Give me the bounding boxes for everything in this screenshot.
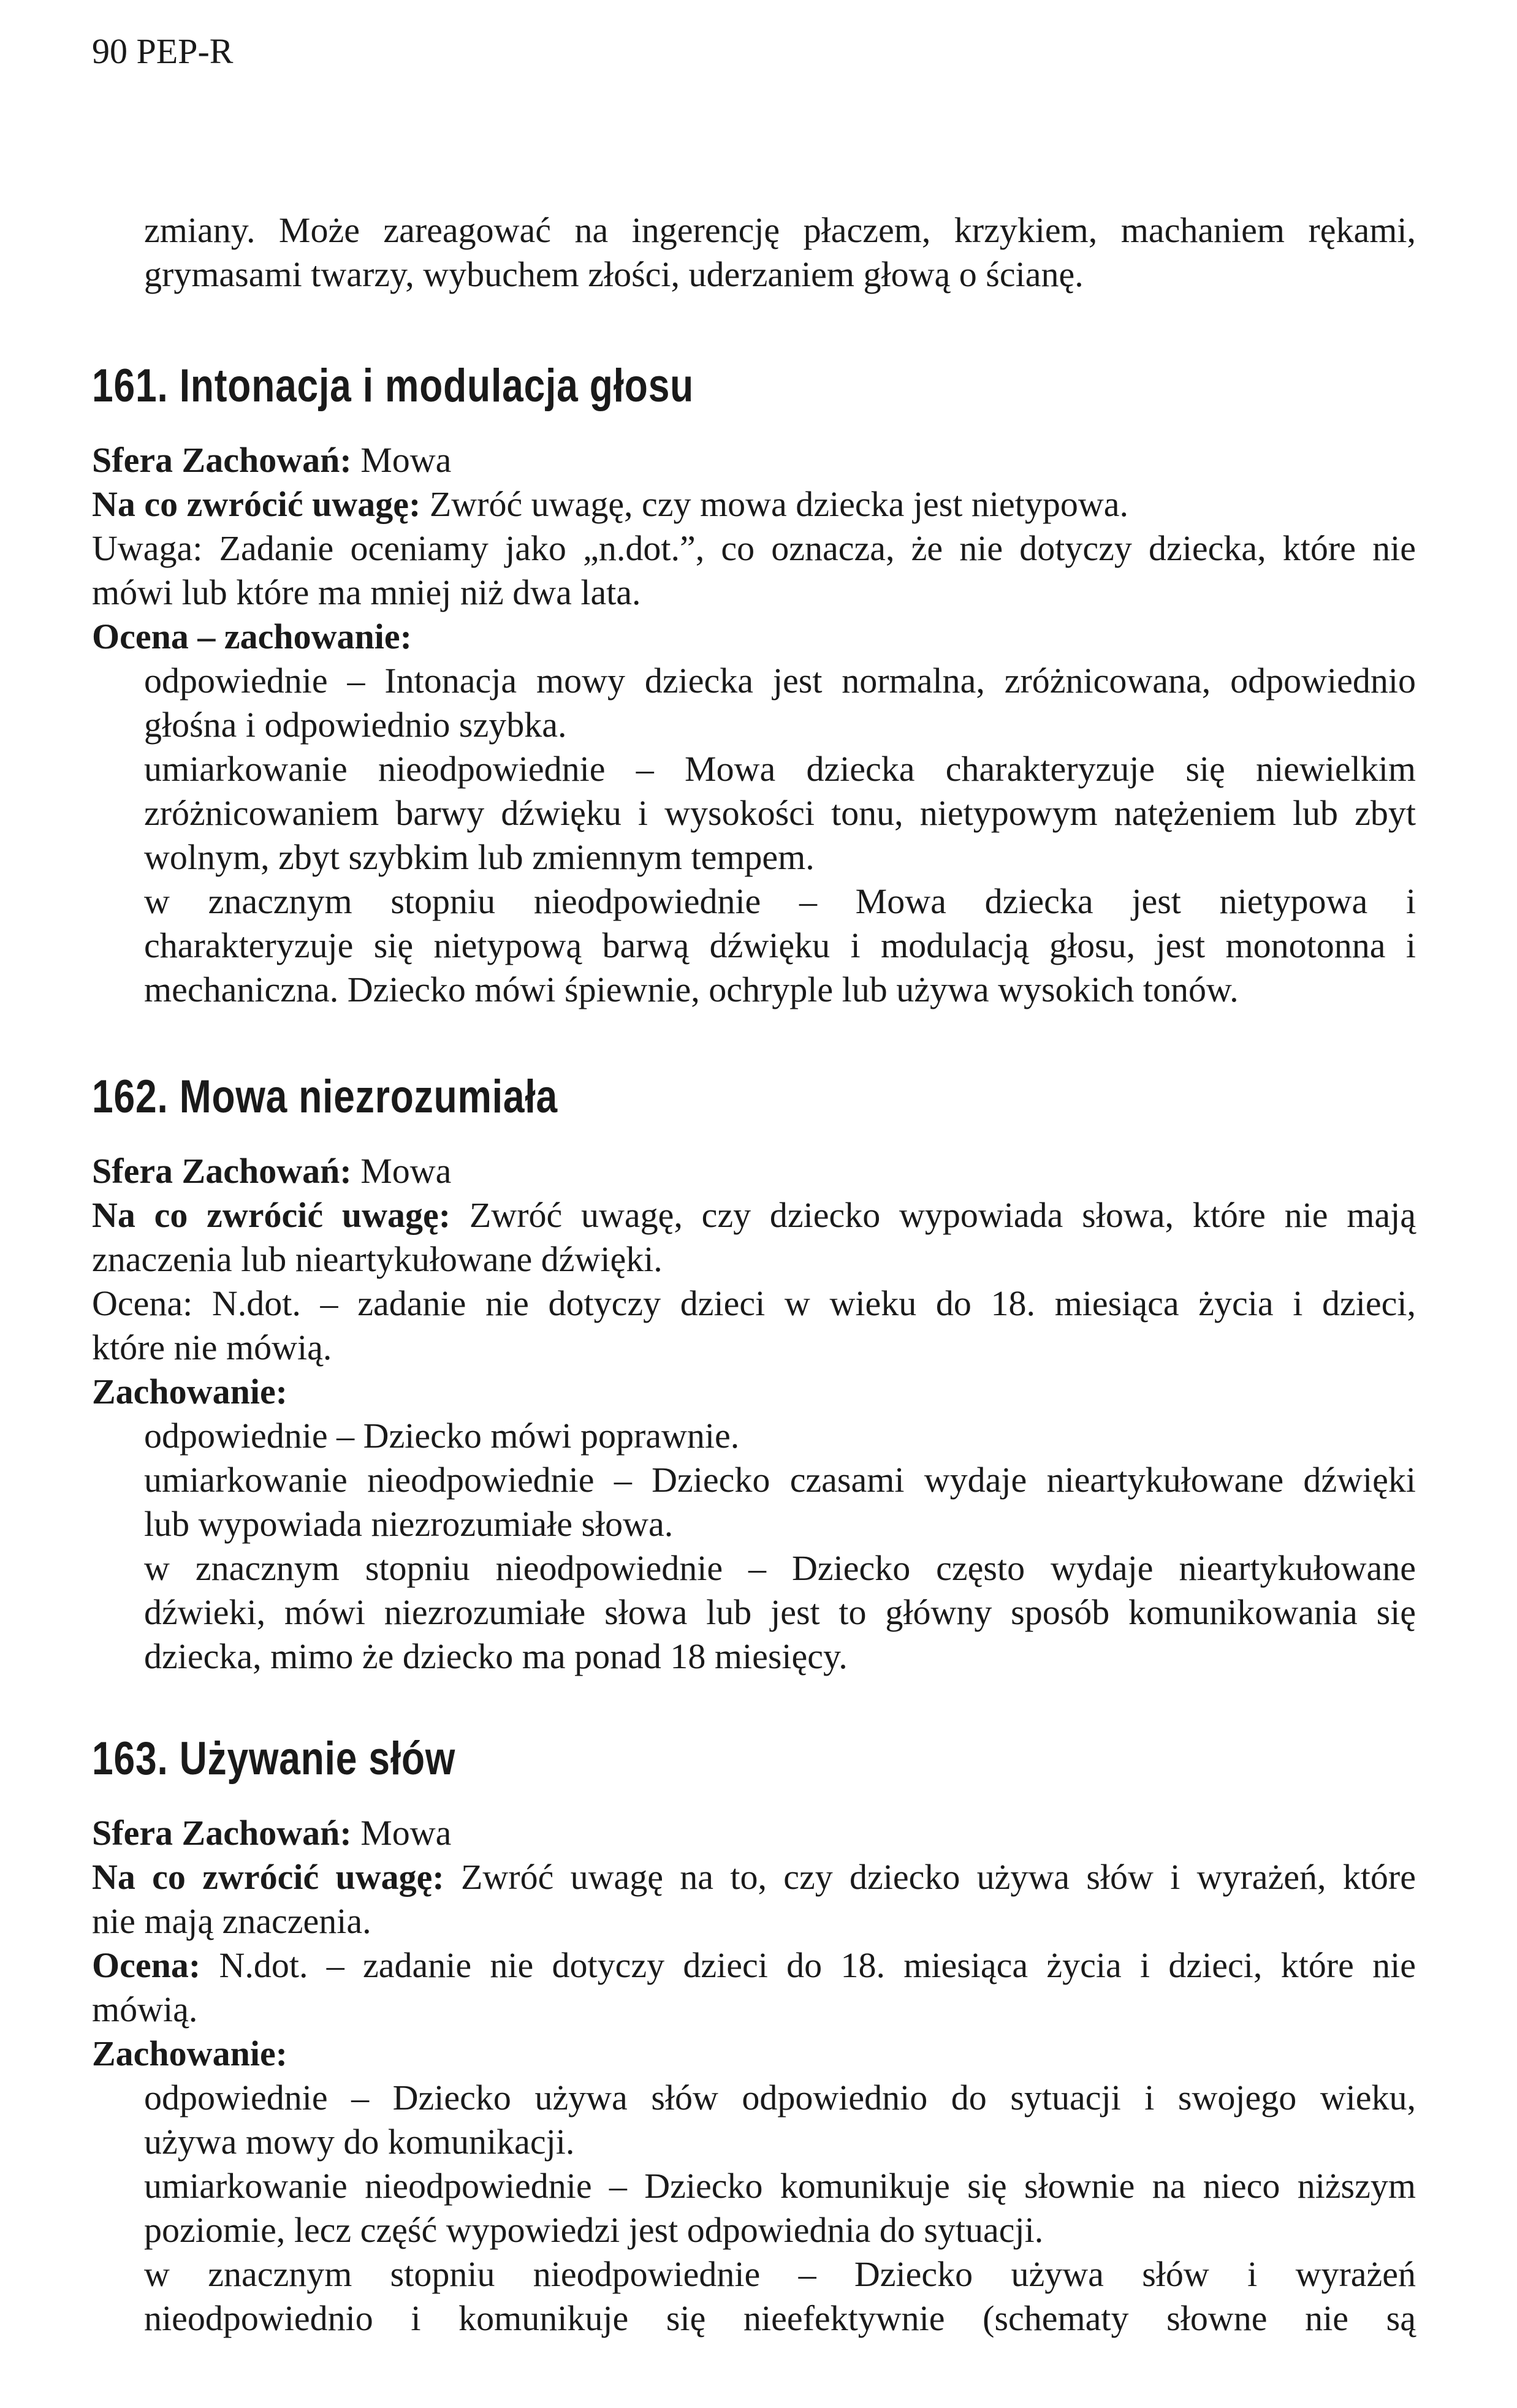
item-line: głośna i odpowiednio szybka. (144, 705, 567, 745)
sfera-label: Sfera Zachowań: (92, 440, 352, 480)
item-line: nieodpowiednio i komunikuje się nieefektywnie (schematy słowne nie są (144, 2298, 1416, 2338)
uwaga-label: Na co zwrócić uwagę: (92, 1857, 444, 1897)
sfera-label: Sfera Zachowań: (92, 1813, 352, 1853)
uwaga-value: Zwróć uwagę na to, czy dziecko używa słów i wyrażeń, które (444, 1857, 1416, 1897)
ocena-line: które nie mówią. (92, 1327, 332, 1367)
uwaga-label: Na co zwrócić uwagę: (92, 1195, 451, 1235)
section-162 (92, 1069, 1416, 1679)
ocena-label: Ocena – zachowanie: (92, 617, 412, 656)
item-line: wolnym, zbyt szybkim lub zmiennym tempem. (144, 837, 815, 877)
text-line: zmiany. Może zareagować na ingerencję płaczem, krzykiem, machaniem rękami, (144, 210, 1416, 250)
note-line: Uwaga: Zadanie oceniamy jako „n.dot.”, co oznacza, że nie dotyczy dziecka, które nie (92, 528, 1416, 568)
item-line: w znacznym stopniu nieodpowiednie – Dziecko często wydaje nieartykułowane (144, 1548, 1416, 1588)
item-line: lub wypowiada niezrozumiałe słowa. (144, 1504, 674, 1544)
uwaga-value: Zwróć uwagę, czy mowa dziecka jest nietypowa. (420, 484, 1129, 524)
ocena-label: Ocena: (92, 1945, 201, 1985)
item-line: w znacznym stopniu nieodpowiednie – Dziecko używa słów i wyrażeń (144, 2254, 1416, 2294)
ocena-value: N.dot. – zadanie nie dotyczy dzieci do 18. miesiąca życia i dzieci, które nie (200, 1945, 1416, 1985)
text-line: grymasami twarzy, wybuchem złości, uderzaniem głową o ścianę. (144, 254, 1084, 294)
section-title: 162. Mowa niezrozumiała (92, 1071, 558, 1123)
zach-label: Zachowanie: (92, 2034, 287, 2073)
item-line: dźwieki, mówi niezrozumiałe słowa lub jest to główny sposób komunikowania się (144, 1592, 1416, 1632)
sfera-value: Mowa (351, 440, 452, 480)
item-line: odpowiednie – Dziecko używa słów odpowiednio do sytuacji i swojego wieku, (144, 2078, 1416, 2117)
item-line: charakteryzuje się nietypową barwą dźwięku i modulacją głosu, jest monotonna i (144, 925, 1416, 965)
uwaga-label: Na co zwrócić uwagę: (92, 484, 421, 524)
page-header (92, 31, 233, 72)
sfera-label: Sfera Zachowań: (92, 1151, 352, 1191)
item-line: umiarkowanie nieodpowiednie – Dziecko czasami wydaje nieartykułowane dźwięki (144, 1460, 1416, 1500)
item-line: poziomie, lecz część wypowiedzi jest odpowiednia do sytuacji. (144, 2210, 1044, 2250)
item-line: odpowiednie – Intonacja mowy dziecka jest normalna, zróżnicowana, odpowiednio (144, 661, 1416, 701)
uwaga-cont: znaczenia lub nieartykułowane dźwięki. (92, 1239, 663, 1279)
item-line: zróżnicowaniem barwy dźwięku i wysokości tonu, nietypowym natężeniem lub zbyt (144, 793, 1416, 833)
intro-paragraph (92, 208, 1416, 297)
sfera-value: Mowa (351, 1813, 452, 1853)
page-number: 90 (92, 31, 127, 71)
item-line: używa mowy do komunikacji. (144, 2122, 575, 2162)
ocena-cont: mówią. (92, 1989, 198, 2029)
item-line: mechaniczna. Dziecko mówi śpiewnie, ochryple lub używa wysokich tonów. (144, 970, 1239, 1009)
section-161 (92, 359, 1416, 1012)
uwaga-value: Zwróć uwagę, czy dziecko wypowiada słowa, które nie mają (451, 1195, 1416, 1235)
ocena-line: Ocena: N.dot. – zadanie nie dotyczy dzieci w wieku do 18. miesiąca życia i dzieci, (92, 1283, 1416, 1323)
item-line: w znacznym stopniu nieodpowiednie – Mowa dziecka jest nietypowa i (144, 881, 1416, 921)
section-title: 161. Intonacja i modulacja głosu (92, 360, 694, 412)
sfera-value: Mowa (351, 1151, 452, 1191)
item-line: umiarkowanie nieodpowiednie – Dziecko komunikuje się słownie na nieco niższym (144, 2166, 1416, 2206)
running-title: PEP-R (136, 31, 234, 71)
section-163 (92, 1731, 1416, 2341)
note-line: mówi lub które ma mniej niż dwa lata. (92, 572, 641, 612)
item-line: umiarkowanie nieodpowiednie – Mowa dziecka charakteryzuje się niewielkim (144, 749, 1416, 789)
zach-label: Zachowanie: (92, 1372, 287, 1411)
section-title: 163. Używanie słów (92, 1733, 456, 1785)
uwaga-cont: nie mają znaczenia. (92, 1901, 371, 1941)
item-line: odpowiednie – Dziecko mówi poprawnie. (144, 1416, 740, 1456)
item-line: dziecka, mimo że dziecko ma ponad 18 miesięcy. (144, 1636, 848, 1676)
